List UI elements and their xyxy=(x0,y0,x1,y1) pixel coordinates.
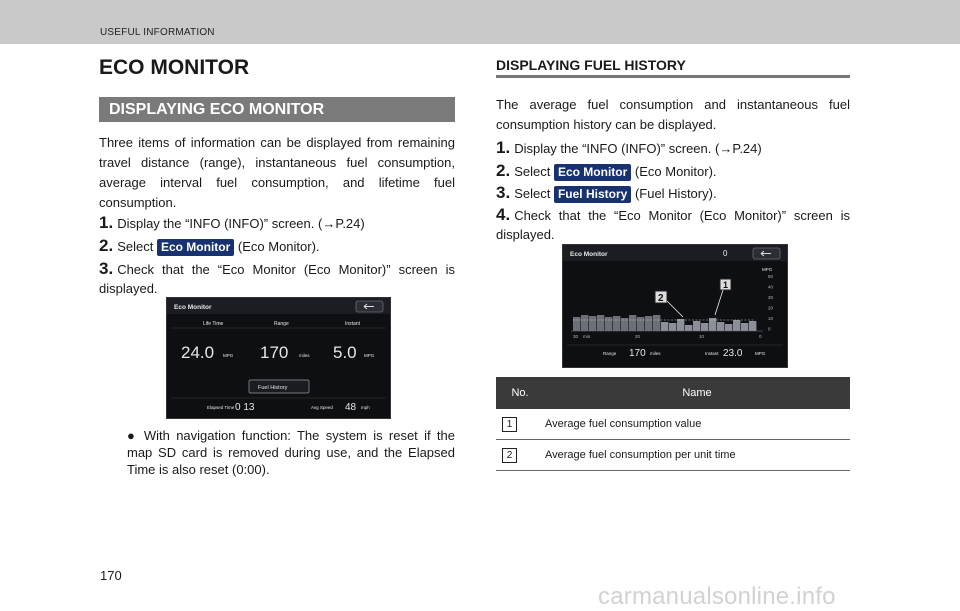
bullet-dot: ● xyxy=(127,428,144,443)
metric-value: 170 xyxy=(260,343,289,362)
history-bar xyxy=(693,321,700,331)
history-bar xyxy=(725,324,732,331)
table-cell-name: Average fuel consumption per unit time xyxy=(544,440,850,471)
history-bar xyxy=(677,319,684,331)
callout-number: 2 xyxy=(502,448,517,463)
metric-label: Life Time xyxy=(203,321,224,327)
section-title: DISPLAYING FUEL HISTORY xyxy=(496,57,686,73)
bullet-note xyxy=(127,427,455,478)
step-1 xyxy=(496,138,850,158)
bottom-unit: MPG xyxy=(755,351,766,356)
y-tick-label: 0 xyxy=(768,326,771,332)
history-bar xyxy=(629,315,636,331)
x-axis-ticks xyxy=(573,334,762,339)
bottom-label: Range xyxy=(603,351,617,356)
table-cell-no xyxy=(496,440,544,471)
table-header-no: No. xyxy=(496,377,544,409)
step-text: (Fuel History). xyxy=(634,186,717,201)
history-bar xyxy=(701,323,708,331)
step-4 xyxy=(496,205,850,244)
fuel-history-screenshot xyxy=(562,244,788,368)
callout-1-label: 1 xyxy=(723,280,729,290)
step-text: Select xyxy=(117,239,154,254)
bottom-value: 48 xyxy=(345,402,357,413)
step-number: 2. xyxy=(496,161,511,180)
step-2 xyxy=(496,161,850,181)
history-bar xyxy=(741,323,748,331)
step-number: 1. xyxy=(496,138,511,157)
screen-graphic xyxy=(563,245,787,367)
history-bar xyxy=(581,315,588,331)
bottom-label: Instant xyxy=(705,351,719,356)
callout-number: 1 xyxy=(502,417,517,432)
bottom-value: 0 13 xyxy=(235,402,255,413)
eco-monitor-screenshot xyxy=(166,297,391,419)
history-bar xyxy=(573,317,580,331)
y-tick-label: 50 xyxy=(768,274,774,279)
bottom-unit: mph xyxy=(361,405,370,410)
x-tick-label: 30 xyxy=(573,334,579,339)
step-number: 2. xyxy=(99,236,114,255)
bottom-unit: miles xyxy=(650,351,661,356)
callout-table xyxy=(496,377,850,471)
metric-value: 24.0 xyxy=(181,343,215,362)
screen-graphic xyxy=(167,298,390,418)
table-row xyxy=(496,440,850,471)
screen-title: Eco Monitor xyxy=(570,251,608,258)
history-bar xyxy=(653,315,660,331)
history-bar xyxy=(605,317,612,331)
x-tick-label: 20 xyxy=(635,334,641,339)
step-text: Check that the “Eco Monitor (Eco Monitor)” screen is displayed. xyxy=(99,262,455,296)
y-tick-label: 40 xyxy=(768,284,774,290)
intro-paragraph: Three items of information can be displayed from remaining travel distance (range), instantaneous fuel consumption, average interval fuel consumption, and lifetime fuel consumption. xyxy=(99,135,455,210)
metric-label: Range xyxy=(274,321,289,327)
callout-2-label: 2 xyxy=(658,293,664,304)
step-text: (Eco Monitor). xyxy=(634,164,717,179)
intro-paragraph: The average fuel consumption and instantaneous fuel consumption history can be displayed. xyxy=(496,97,850,132)
watermark: carmanualsonline.info xyxy=(598,583,836,610)
section-rule xyxy=(496,75,850,78)
history-bar xyxy=(645,316,652,331)
x-tick-label: 10 xyxy=(699,334,705,339)
step-number: 3. xyxy=(496,183,511,202)
bottom-value: 170 xyxy=(629,348,646,359)
history-bar xyxy=(589,316,596,331)
history-bars xyxy=(573,315,756,331)
page-number: 170 xyxy=(100,568,122,583)
screen-zero-glyph: 0 xyxy=(723,249,728,258)
section-label: USEFUL INFORMATION xyxy=(100,27,215,38)
fuel-history-chip: Fuel History xyxy=(554,186,631,203)
bullet-text: With navigation function: The system is reset if the map SD card is removed during use, and the Elapsed Time is also reset (0:00). xyxy=(127,428,455,477)
history-bar xyxy=(749,321,756,331)
step-text: Display the “INFO (INFO)” screen. (→P.24) xyxy=(117,216,365,231)
step-text: (Eco Monitor). xyxy=(237,239,320,254)
y-axis-ticks xyxy=(768,274,774,332)
running-header xyxy=(0,0,960,44)
step-1 xyxy=(99,213,455,233)
step-number: 4. xyxy=(496,205,511,224)
y-tick-label: 20 xyxy=(768,305,774,311)
screen-title: Eco Monitor xyxy=(174,304,212,311)
step-text: Select xyxy=(514,186,551,201)
step-2 xyxy=(99,236,455,256)
y-tick-label: 30 xyxy=(768,295,774,300)
metric-unit: MPG xyxy=(223,353,234,358)
metric-label: Instant xyxy=(345,321,361,327)
metric-unit: miles xyxy=(299,353,310,358)
bottom-label: Avg Speed xyxy=(311,405,333,410)
metric-value: 5.0 xyxy=(333,343,357,362)
table-header-row xyxy=(496,377,850,409)
step-text: Check that the “Eco Monitor (Eco Monitor)” screen is displayed. xyxy=(496,208,850,242)
table-row xyxy=(496,409,850,440)
step-number: 3. xyxy=(99,259,114,278)
history-bar xyxy=(613,316,620,331)
bottom-value: 23.0 xyxy=(723,348,743,359)
history-bar xyxy=(669,323,676,331)
step-text: Select xyxy=(514,164,551,179)
table-cell-no xyxy=(496,409,544,440)
step-3 xyxy=(496,183,850,203)
table-cell-name: Average fuel consumption value xyxy=(544,409,850,440)
y-tick-label: 10 xyxy=(768,316,774,321)
history-bar xyxy=(661,322,668,331)
step-text: Display the “INFO (INFO)” screen. (→P.24) xyxy=(514,141,762,156)
history-bar xyxy=(717,322,724,331)
page-title: ECO MONITOR xyxy=(99,56,250,79)
fuel-history-label: Fuel History xyxy=(258,385,288,391)
step-3 xyxy=(99,259,455,298)
unit-label: MPG xyxy=(762,267,773,272)
history-bar xyxy=(685,325,692,331)
history-bar xyxy=(733,320,740,331)
eco-monitor-chip: Eco Monitor xyxy=(157,239,234,256)
eco-monitor-chip: Eco Monitor xyxy=(554,164,631,181)
history-bar xyxy=(637,317,644,331)
section-band xyxy=(99,97,455,122)
step-number: 1. xyxy=(99,213,114,232)
table-header-name: Name xyxy=(544,377,850,409)
x-tick-label: 0 xyxy=(759,334,762,339)
x-tick-label: min. xyxy=(583,334,592,339)
metric-unit: MPG xyxy=(364,353,375,358)
bottom-label: Elapsed Time xyxy=(207,405,235,410)
section-band-title: DISPLAYING ECO MONITOR xyxy=(109,101,325,118)
history-bar xyxy=(597,315,604,331)
